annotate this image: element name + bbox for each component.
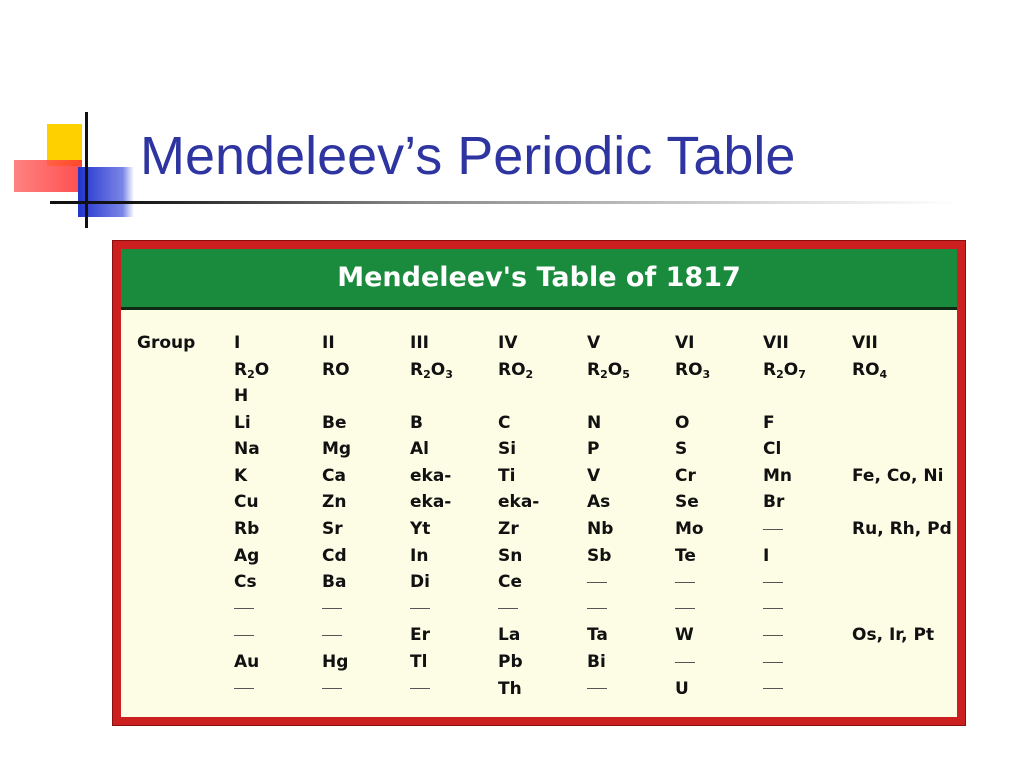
element-cell: Si <box>498 439 517 460</box>
slide-title: Mendeleev’s Periodic Table <box>140 126 796 186</box>
element-cell: Sr <box>322 519 343 539</box>
element-cell: Cr <box>675 465 696 486</box>
element-cell: eka- <box>498 492 540 513</box>
element-cell: Se <box>675 492 699 513</box>
element-cell: Tl <box>410 652 428 672</box>
empty-dash <box>587 582 607 583</box>
empty-dash <box>587 608 607 609</box>
element-cell <box>587 598 607 620</box>
element-cell <box>675 571 695 593</box>
element-cell: Ca <box>322 465 346 486</box>
formula-part: O <box>607 360 623 380</box>
group-header-4: IV <box>498 333 518 353</box>
logo-vertical-line <box>85 112 88 228</box>
empty-dash <box>410 688 430 689</box>
empty-dash <box>763 608 783 609</box>
element-cell: Na <box>234 439 260 460</box>
oxide-formula-8 <box>852 359 887 381</box>
element-cell: S <box>675 439 688 460</box>
oxide-formula-6 <box>675 359 710 381</box>
formula-subscript: 4 <box>879 368 888 381</box>
formula-part: R <box>587 360 601 380</box>
formula-part: O <box>430 360 446 380</box>
logo-red-square <box>14 160 82 192</box>
element-cell <box>234 678 254 700</box>
element-cell <box>410 678 430 700</box>
formula-part: RO <box>852 360 880 380</box>
formula-subscript: 7 <box>798 368 806 381</box>
element-cell <box>763 518 783 540</box>
element-cell <box>763 651 783 673</box>
empty-dash <box>675 608 695 609</box>
element-cell: Er <box>410 625 430 646</box>
formula-part: R <box>410 360 424 380</box>
empty-dash <box>763 582 783 583</box>
title-underline <box>50 201 960 204</box>
element-cell: Mg <box>322 439 352 460</box>
empty-dash <box>410 608 430 609</box>
element-cell: Te <box>675 545 696 566</box>
empty-dash <box>234 635 254 636</box>
element-cell: Th <box>498 678 522 699</box>
element-cell: Li <box>234 412 251 433</box>
group-header-7: VII <box>763 333 789 353</box>
element-cell: Di <box>410 572 430 593</box>
empty-dash <box>234 608 254 609</box>
element-cell: Pb <box>498 652 523 672</box>
element-cell: V <box>587 465 601 486</box>
element-cell <box>498 598 518 620</box>
element-cell: Rb <box>234 519 260 539</box>
element-cell: Ag <box>234 545 260 566</box>
group-header-1: I <box>234 333 241 353</box>
element-cell <box>763 678 783 700</box>
oxide-formula-5 <box>587 359 630 381</box>
element-cell: Zr <box>498 519 519 539</box>
element-cell: Bi <box>587 652 606 672</box>
element-cell: Ru, Rh, Pd <box>852 519 952 539</box>
formula-subscript: 2 <box>600 368 608 381</box>
oxide-formula-4 <box>498 359 533 381</box>
empty-dash <box>322 688 342 689</box>
element-cell: Ba <box>322 572 347 593</box>
group-header-6: VI <box>675 333 695 353</box>
empty-dash <box>322 635 342 636</box>
element-cell: K <box>234 465 248 486</box>
formula-subscript: 3 <box>445 368 453 381</box>
element-cell: Al <box>410 439 429 460</box>
periodic-table <box>121 249 957 717</box>
empty-dash <box>587 688 607 689</box>
element-cell: Os, Ir, Pt <box>852 625 935 646</box>
element-cell <box>675 598 695 620</box>
formula-part: R <box>763 360 777 380</box>
formula-subscript: 3 <box>702 368 711 381</box>
formula-subscript: 2 <box>525 368 534 381</box>
element-cell: Mo <box>675 519 704 539</box>
element-cell: I <box>763 545 770 566</box>
formula-subscript: 2 <box>423 368 431 381</box>
element-cell <box>587 571 607 593</box>
element-cell: Cl <box>763 439 782 460</box>
element-cell: Ti <box>498 465 516 486</box>
element-cell: Be <box>322 412 347 433</box>
element-cell <box>322 624 342 646</box>
element-cell: Au <box>234 652 260 672</box>
element-cell: Ce <box>498 572 523 593</box>
element-cell <box>763 598 783 620</box>
element-cell: Cu <box>234 492 259 513</box>
element-cell <box>675 651 695 673</box>
element-cell: Yt <box>410 519 431 539</box>
empty-dash <box>763 662 783 663</box>
element-cell: Ta <box>587 625 608 646</box>
element-cell: eka- <box>410 465 452 486</box>
element-cell: In <box>410 545 429 566</box>
empty-dash <box>763 688 783 689</box>
element-cell: P <box>587 439 600 460</box>
table-frame <box>112 240 966 726</box>
formula-part: RO <box>322 360 350 380</box>
element-cell <box>322 598 342 620</box>
oxide-formula-2 <box>322 359 350 381</box>
element-cell <box>587 678 607 700</box>
element-cell: U <box>675 678 689 699</box>
group-label: Group <box>137 333 196 353</box>
element-cell <box>234 598 254 620</box>
element-cell: Sn <box>498 545 523 566</box>
element-cell: B <box>410 412 423 433</box>
element-cell: F <box>763 412 775 433</box>
formula-part: R <box>234 360 248 380</box>
oxide-formula-1 <box>234 359 269 381</box>
element-cell: H <box>234 386 249 406</box>
element-cell: Cs <box>234 572 257 593</box>
element-cell: O <box>675 412 690 433</box>
empty-dash <box>675 582 695 583</box>
empty-dash <box>234 688 254 689</box>
group-header-3: III <box>410 333 429 353</box>
formula-part: O <box>783 360 799 380</box>
group-header-8: VII <box>852 333 878 353</box>
group-header-2: II <box>322 333 335 353</box>
formula-part: O <box>254 360 270 380</box>
element-cell <box>234 624 254 646</box>
formula-subscript: 5 <box>622 368 630 381</box>
element-cell: Hg <box>322 652 349 672</box>
element-cell: La <box>498 625 521 646</box>
element-cell: W <box>675 625 694 646</box>
empty-dash <box>675 662 695 663</box>
element-cell: Zn <box>322 492 347 513</box>
table-heading: Mendeleev's Table of 1817 <box>121 249 957 310</box>
empty-dash <box>322 608 342 609</box>
oxide-formula-3 <box>410 359 453 381</box>
element-cell: Mn <box>763 465 793 486</box>
empty-dash <box>763 635 783 636</box>
oxide-formula-7 <box>763 359 806 381</box>
element-cell: eka- <box>410 492 452 513</box>
group-header-5: V <box>587 333 601 353</box>
element-cell: N <box>587 412 602 433</box>
empty-dash <box>763 529 783 530</box>
element-cell: C <box>498 412 511 433</box>
element-cell <box>763 624 783 646</box>
element-cell <box>322 678 342 700</box>
element-cell: Sb <box>587 545 612 566</box>
element-cell: Cd <box>322 545 347 566</box>
element-cell: Br <box>763 492 785 513</box>
formula-subscript: 2 <box>247 368 255 381</box>
element-cell: Nb <box>587 519 614 539</box>
formula-part: RO <box>498 360 526 380</box>
formula-subscript: 2 <box>776 368 784 381</box>
element-cell: As <box>587 492 611 513</box>
formula-part: RO <box>675 360 703 380</box>
element-cell <box>763 571 783 593</box>
element-cell <box>410 598 430 620</box>
element-cell: Fe, Co, Ni <box>852 465 944 486</box>
empty-dash <box>498 608 518 609</box>
